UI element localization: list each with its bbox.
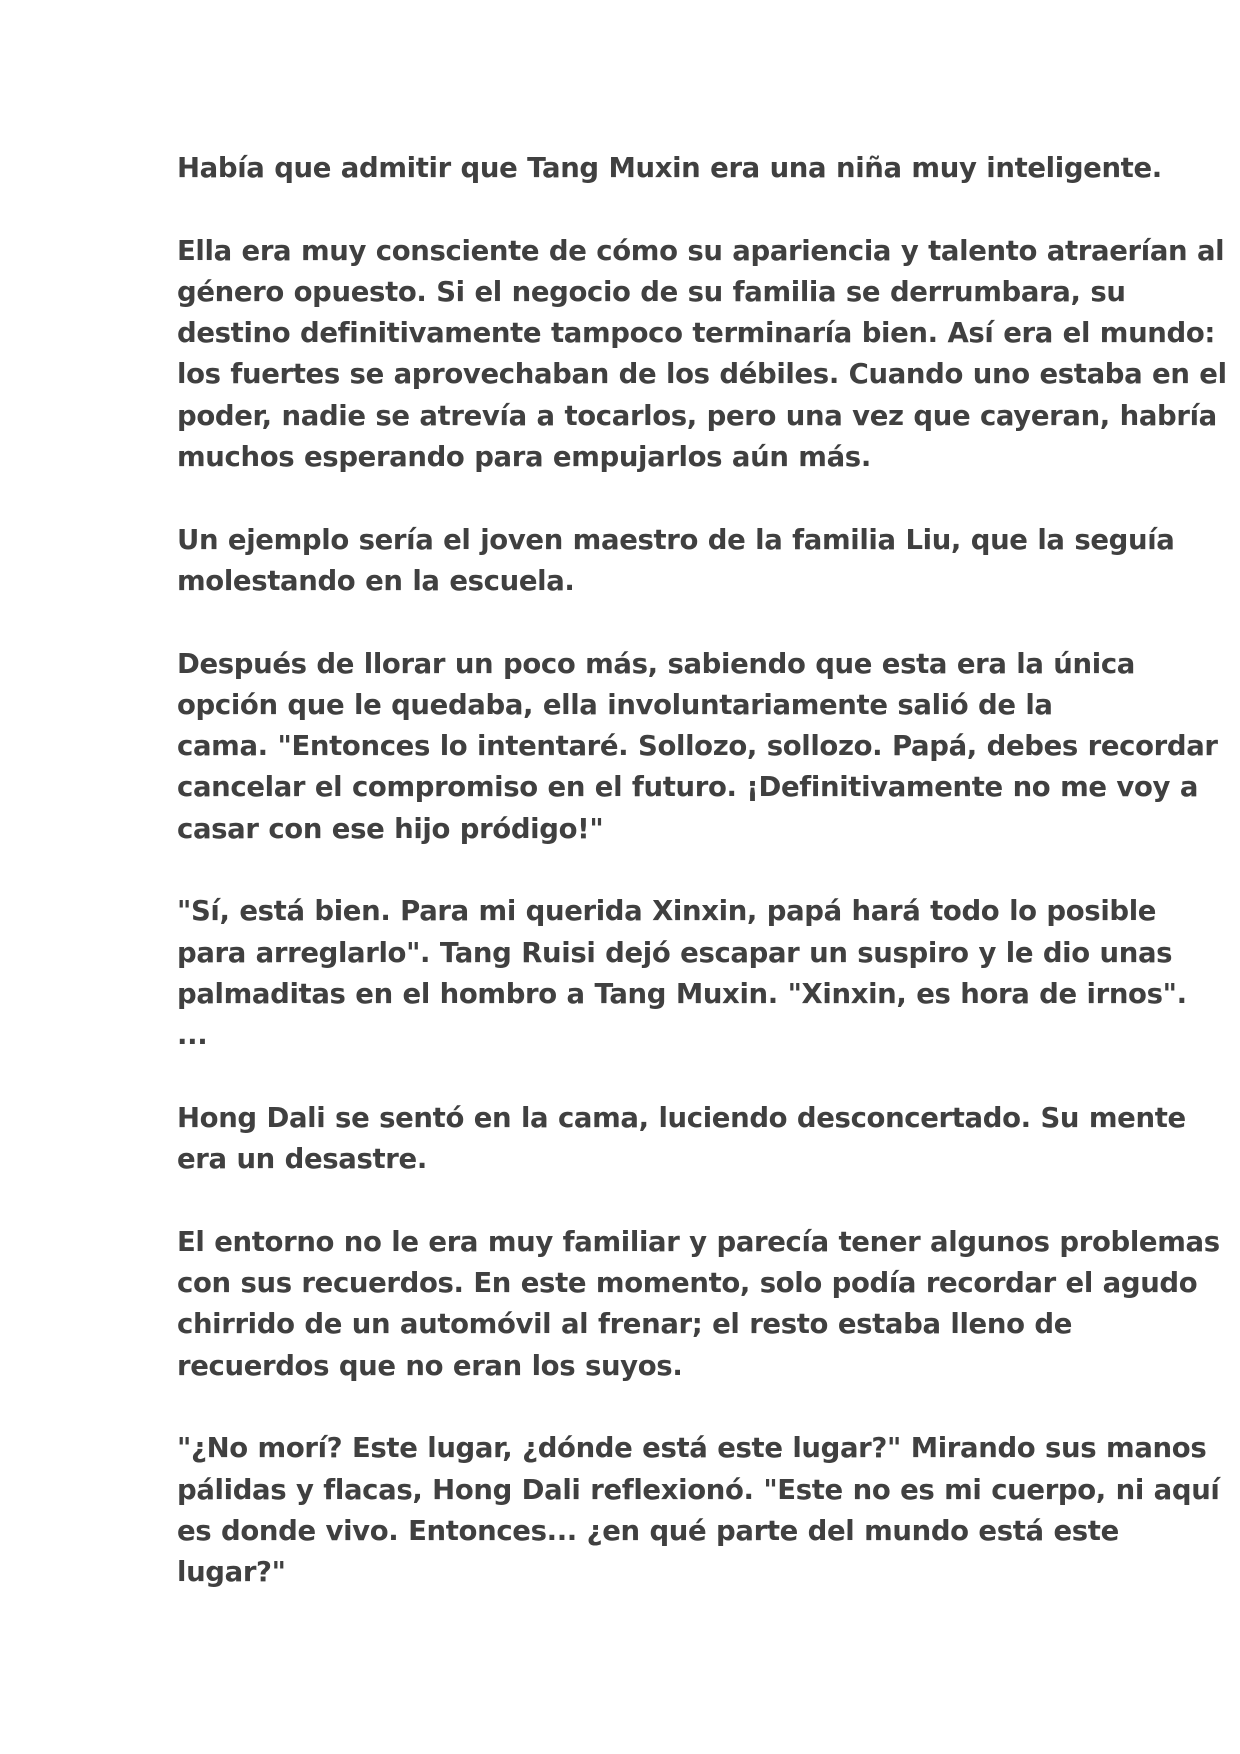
text-line: Después de llorar un poco más, sabiendo que esta era la única <box>177 647 1135 680</box>
text-line: cama. "Entonces lo intentaré. Sollozo, sollozo. Papá, debes recordar <box>177 730 1218 763</box>
text-line: "¿No morí? Este lugar, ¿dónde está este lugar?" Mirando sus manos <box>177 1432 1207 1465</box>
document-body <box>177 148 1227 1635</box>
text-line: los fuertes se aprovechaban de los débiles. Cuando uno estaba en el <box>177 358 1227 391</box>
text-line: El entorno no le era muy familiar y parecía tener algunos problemas <box>177 1225 1220 1258</box>
text-line: lugar?" <box>177 1556 286 1589</box>
text-line: era un desastre. <box>177 1143 427 1176</box>
text-line: chirrido de un automóvil al frenar; el resto estaba lleno de <box>177 1308 1072 1341</box>
text-line: casar con ese hijo pródigo!" <box>177 812 604 845</box>
text-line: opción que le quedaba, ella involuntariamente salió de la <box>177 688 1053 721</box>
paragraph-7 <box>177 1222 1220 1387</box>
text-line: género opuesto. Si el negocio de su familia se derrumbara, su <box>177 275 1126 308</box>
paragraph-1 <box>177 148 1162 189</box>
paragraph-5 <box>177 891 1187 1056</box>
text-line: "Sí, está bien. Para mi querida Xinxin, papá hará todo lo posible <box>177 895 1157 928</box>
text-line: Había que admitir que Tang Muxin era una niña muy inteligente. <box>177 152 1162 184</box>
text-line: es donde vivo. Entonces... ¿en qué parte del mundo está este <box>177 1514 1119 1547</box>
text-line: molestando en la escuela. <box>177 564 575 597</box>
text-line: muchos esperando para empujarlos aún más. <box>177 441 871 474</box>
text-line: destino definitivamente tampoco terminaría bien. Así era el mundo: <box>177 317 1216 350</box>
text-line: con sus recuerdos. En este momento, solo podía recordar el agudo <box>177 1267 1198 1300</box>
paragraph-3 <box>177 520 1175 603</box>
text-line: palmaditas en el hombro a Tang Muxin. "Xinxin, es hora de irnos". <box>177 977 1187 1010</box>
text-line: Un ejemplo sería el joven maestro de la familia Liu, que la seguía <box>177 523 1175 556</box>
paragraph-6 <box>177 1098 1186 1181</box>
text-line: cancelar el compromiso en el futuro. ¡Definitivamente no me voy a <box>177 771 1199 804</box>
text-line: Hong Dali se sentó en la cama, luciendo desconcertado. Su mente <box>177 1101 1186 1134</box>
text-line: pálidas y flacas, Hong Dali reflexionó. "Este no es mi cuerpo, ni aquí <box>177 1473 1220 1506</box>
paragraph-4 <box>177 644 1218 850</box>
text-line: para arreglarlo". Tang Ruisi dejó escapar un suspiro y le dio unas <box>177 936 1173 969</box>
text-line: recuerdos que no eran los suyos. <box>177 1349 683 1382</box>
paragraph-8 <box>177 1428 1220 1593</box>
text-line: poder, nadie se atrevía a tocarlos, pero una vez que cayeran, habría <box>177 399 1217 432</box>
paragraph-2 <box>177 231 1227 479</box>
text-line: ... <box>177 1019 208 1052</box>
text-line: Ella era muy consciente de cómo su apariencia y talento atraerían al <box>177 234 1225 267</box>
